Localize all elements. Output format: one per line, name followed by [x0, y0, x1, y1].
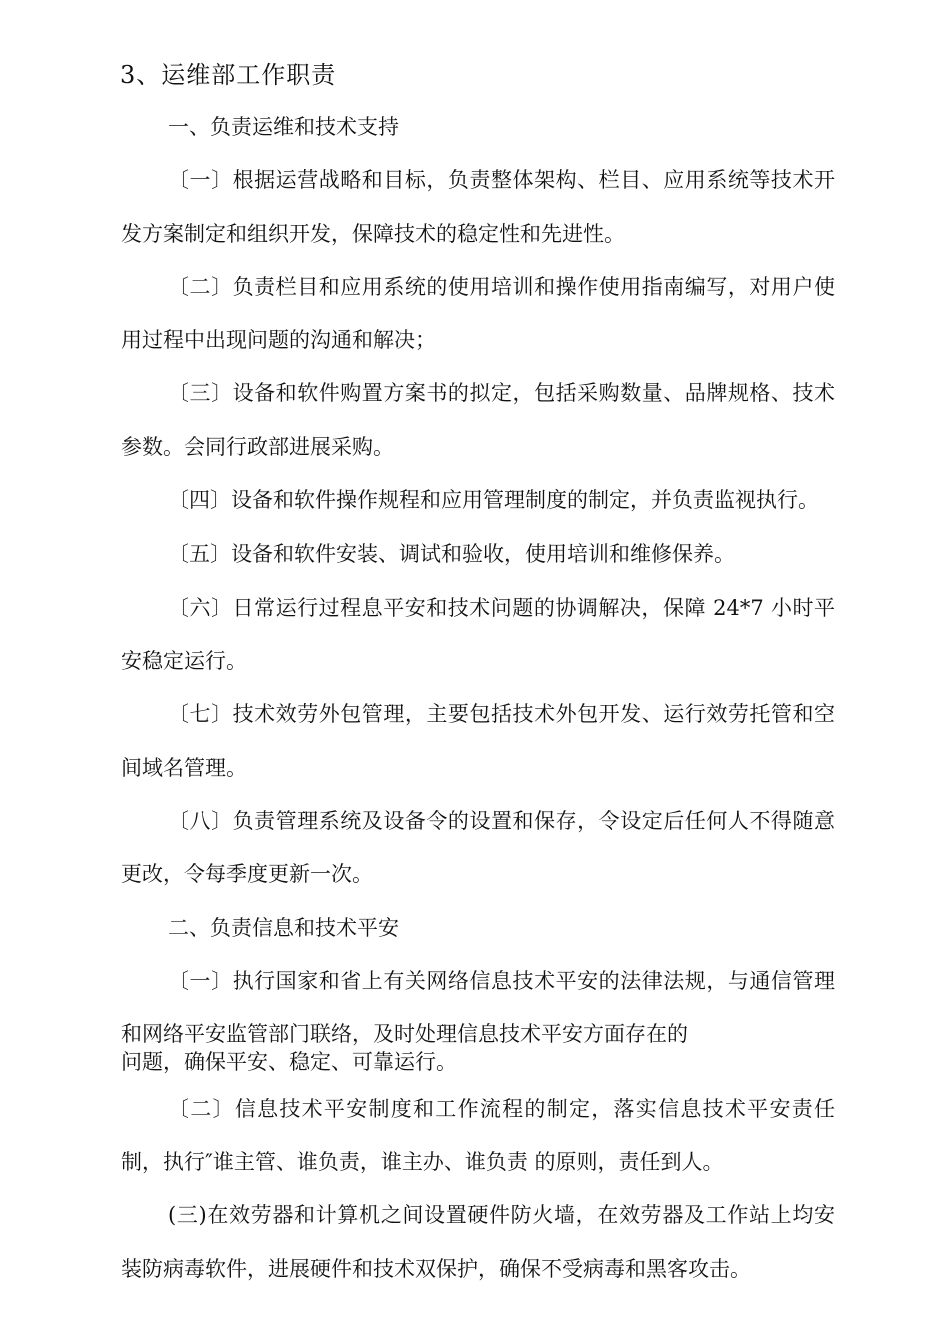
paragraph-line: 〔一〕执行国家和省上有关网络信息技术平安的法律法规，与通信管理 [168, 969, 835, 993]
paragraph-line: 〔二〕信息技术平安制度和工作流程的制定，落实信息技术平安责任 [168, 1097, 835, 1121]
paragraph-line: 〔二〕负责栏目和应用系统的使用培训和操作使用指南编写，对用户使 [168, 275, 835, 299]
paragraph-line: 〔四〕设备和软件操作规程和应用管理制度的制定，并负责监视执行。 [168, 488, 819, 512]
paragraph-line: 制，执行″谁主管、谁负责，谁主办、谁负责 的原则，责任到人。 [121, 1150, 724, 1174]
paragraph-line: 〔六〕日常运行过程息平安和技术问题的协调解决，保障 24*7 小时平 [168, 596, 835, 620]
paragraph-line: 更改，令每季度更新一次。 [121, 862, 373, 886]
paragraph-line: 〔八〕负责管理系统及设备令的设置和保存，令设定后任何人不得随意 [168, 809, 835, 833]
paragraph-line: 和网络平安监管部门联络，及时处理信息技术平安方面存在的 [121, 1022, 688, 1046]
paragraph-line: 〔三〕设备和软件购置方案书的拟定，包括采购数量、品牌规格、技术 [168, 381, 835, 405]
paragraph-line: 发方案制定和组织开发，保障技术的稳定性和先进性。 [121, 222, 625, 246]
paragraph-line: 用过程中出现问题的沟通和解决； [121, 328, 436, 352]
paragraph-line: 〔七〕技术效劳外包管理，主要包括技术外包开发、运行效劳托管和空 [168, 702, 835, 726]
paragraph-line: 安稳定运行。 [121, 649, 247, 673]
paragraph-line: (三)在效劳器和计算机之间设置硬件防火墙，在效劳器及工作站上均安 [168, 1203, 835, 1227]
paragraph-line: 参数。会同行政部进展采购。 [121, 435, 394, 459]
paragraph-line: 间域名管理。 [121, 756, 247, 780]
paragraph-line: 装防病毒软件，进展硬件和技术双保护，确保不受病毒和黑客攻击。 [121, 1257, 751, 1281]
section-title-security: 二、负责信息和技术平安 [168, 916, 399, 940]
paragraph-line: 问题，确保平安、稳定、可靠运行。 [121, 1050, 457, 1074]
page-title: 3、运维部工作职责 [120, 61, 337, 89]
paragraph-line: 〔一〕根据运营战略和目标，负责整体架构、栏目、应用系统等技术开 [168, 168, 835, 192]
section-title-ops: 一、负责运维和技术支持 [168, 115, 399, 139]
paragraph-line: 〔五〕设备和软件安装、调试和验收，使用培训和维修保养。 [168, 542, 735, 566]
